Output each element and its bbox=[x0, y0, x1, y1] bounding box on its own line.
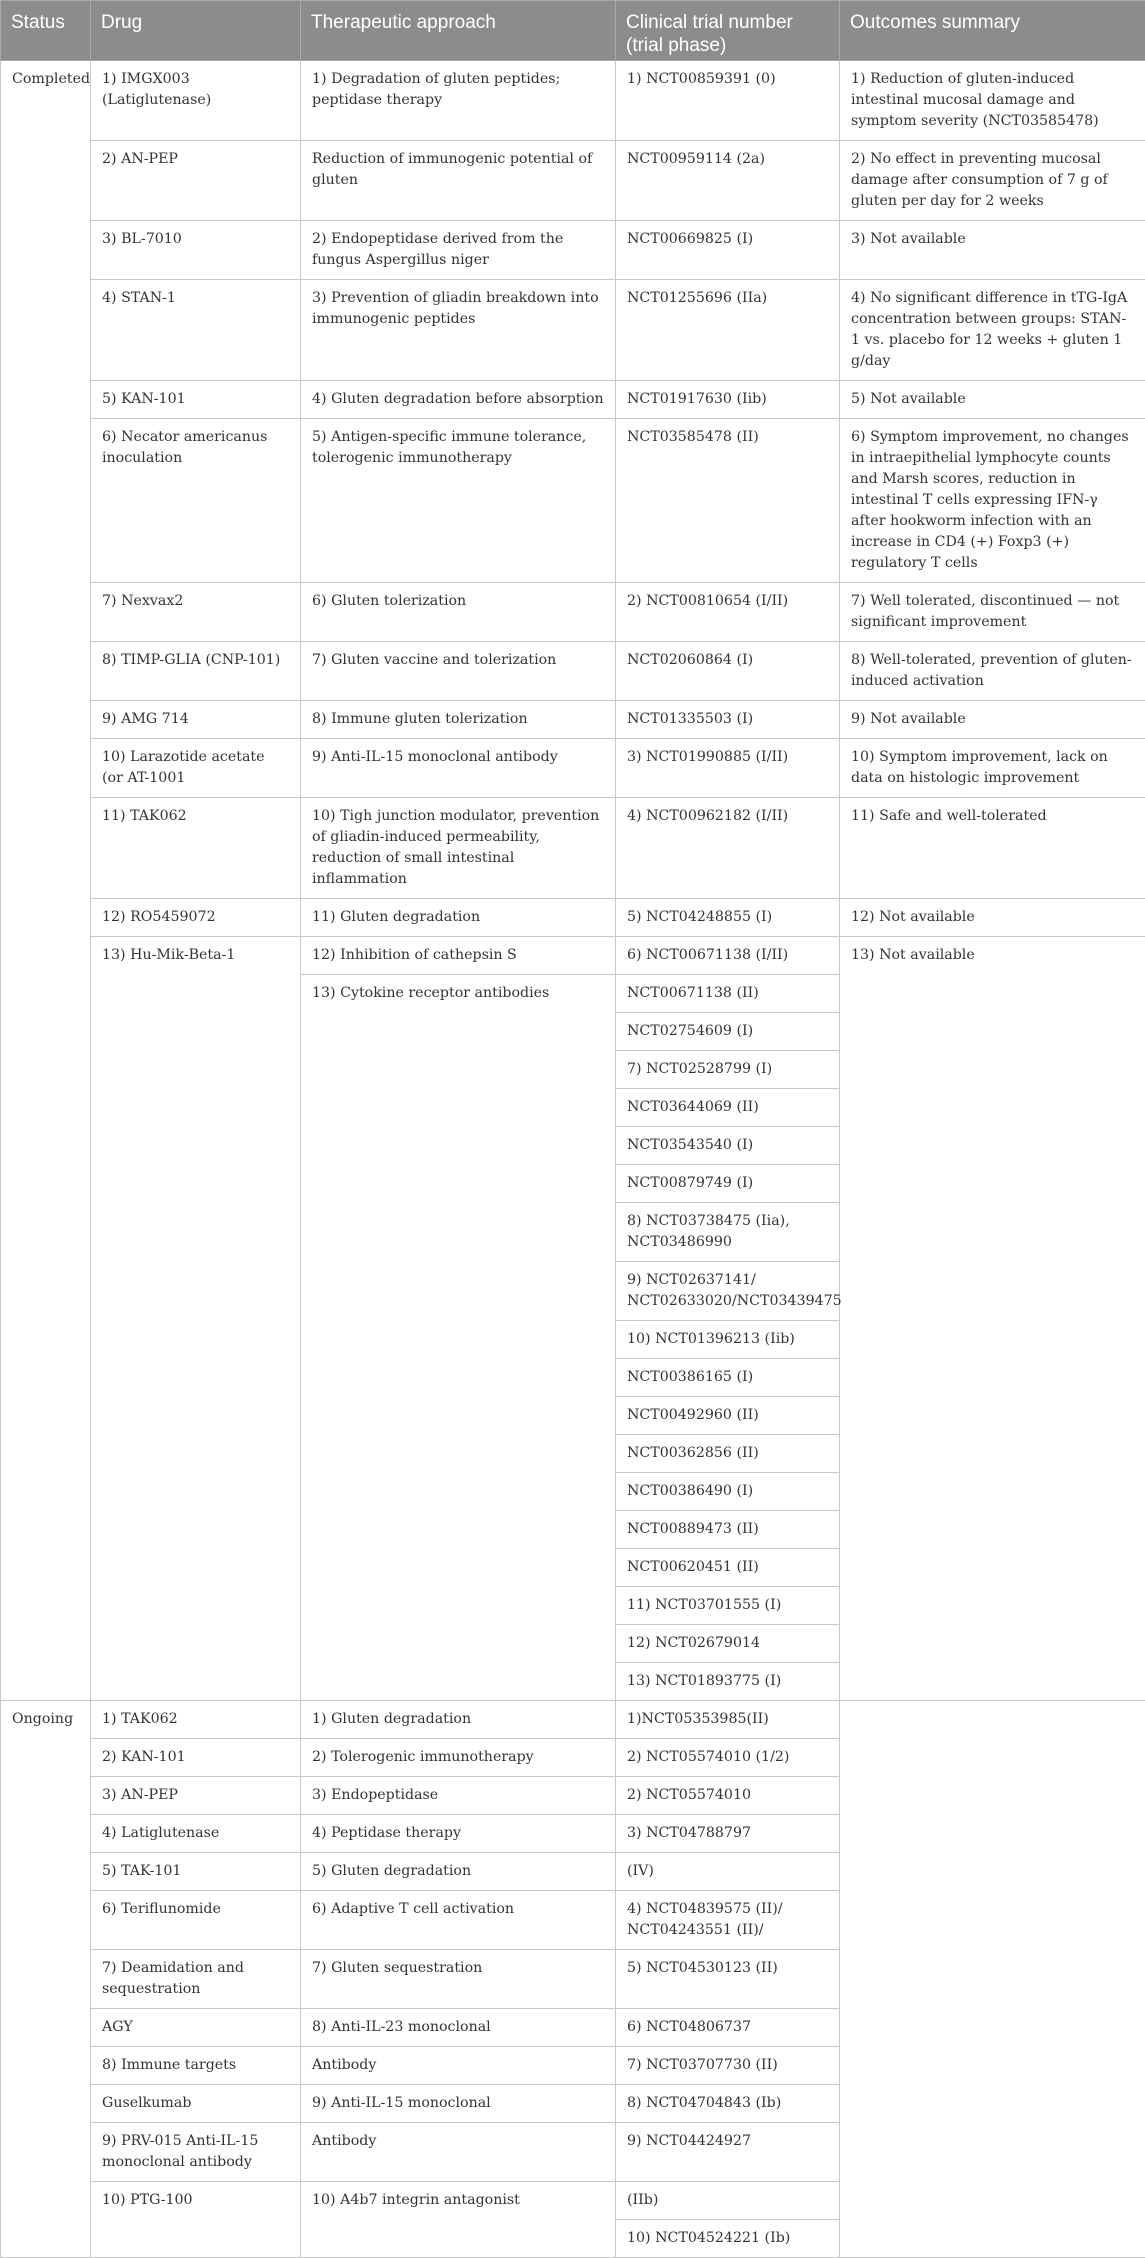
approach-cell: 8) Anti-IL-23 monoclonal bbox=[301, 2009, 616, 2047]
drug-cell: 6) Teriflunomide bbox=[91, 1891, 301, 1950]
trial-cell: NCT01917630 (Iib) bbox=[616, 381, 840, 419]
table-row bbox=[1, 1701, 1145, 1739]
drug-cell: 3) BL-7010 bbox=[91, 221, 301, 280]
approach-cell: 6) Adaptive T cell activation bbox=[301, 1891, 616, 1950]
header-status: Status bbox=[1, 1, 91, 61]
trial-cell: 3) NCT01990885 (I/II) bbox=[616, 739, 840, 798]
trial-cell: NCT01335503 (I) bbox=[616, 701, 840, 739]
approach-cell: 5) Antigen-specific immune tolerance, tolerogenic immunotherapy bbox=[301, 419, 616, 583]
approach-cell: 1) Gluten degradation bbox=[301, 1701, 616, 1739]
approach-cell: 5) Gluten degradation bbox=[301, 1853, 616, 1891]
drug-cell: 9) AMG 714 bbox=[91, 701, 301, 739]
approach-cell: 2) Endopeptidase derived from the fungus Aspergillus niger bbox=[301, 221, 616, 280]
approach-cell: 11) Gluten degradation bbox=[301, 899, 616, 937]
trial-cell: 1)NCT05353985(II) bbox=[616, 1701, 840, 1739]
trial-cell: 8) NCT03738475 (Iia), NCT03486990 bbox=[616, 1203, 840, 1262]
table-row bbox=[1, 221, 1145, 280]
drug-cell: 11) TAK062 bbox=[91, 798, 301, 899]
trial-cell: NCT03543540 (I) bbox=[616, 1127, 840, 1165]
header-approach: Therapeutic approach bbox=[301, 1, 616, 61]
trial-cell: 11) NCT03701555 (I) bbox=[616, 1587, 840, 1625]
trial-cell: 13) NCT01893775 (I) bbox=[616, 1663, 840, 1701]
approach-cell: 12) Inhibition of cathepsin S bbox=[301, 937, 616, 975]
trial-cell: NCT00386490 (I) bbox=[616, 1473, 840, 1511]
trial-cell: 2) NCT05574010 bbox=[616, 1777, 840, 1815]
drug-cell: 6) Necator americanus inoculation bbox=[91, 419, 301, 583]
drug-cell: 1) IMGX003 (Latiglutenase) bbox=[91, 61, 301, 141]
trial-cell: NCT00669825 (I) bbox=[616, 221, 840, 280]
trial-cell: 3) NCT04788797 bbox=[616, 1815, 840, 1853]
trial-cell: 9) NCT04424927 bbox=[616, 2123, 840, 2182]
trial-cell: 2) NCT00810654 (I/II) bbox=[616, 583, 840, 642]
table-row bbox=[1, 937, 1145, 975]
trial-cell: 5) NCT04248855 (I) bbox=[616, 899, 840, 937]
trial-cell: 12) NCT02679014 bbox=[616, 1625, 840, 1663]
drug-cell: 4) Latiglutenase bbox=[91, 1815, 301, 1853]
drug-cell: 12) RO5459072 bbox=[91, 899, 301, 937]
trial-cell: NCT02060864 (I) bbox=[616, 642, 840, 701]
drug-cell: 4) STAN-1 bbox=[91, 280, 301, 381]
approach-cell: 6) Gluten tolerization bbox=[301, 583, 616, 642]
outcome-cell: 7) Well tolerated, discontinued — not significant improvement bbox=[840, 583, 1145, 642]
table-row bbox=[1, 419, 1145, 583]
outcome-cell: 2) No effect in preventing mucosal damage after consumption of 7 g of gluten per day for 2 weeks bbox=[840, 141, 1145, 221]
trial-cell: NCT00889473 (II) bbox=[616, 1511, 840, 1549]
trial-cell: NCT01255696 (IIa) bbox=[616, 280, 840, 381]
approach-cell: 4) Gluten degradation before absorption bbox=[301, 381, 616, 419]
outcome-cell: 1) Reduction of gluten-induced intestinal mucosal damage and symptom severity (NCT03585478) bbox=[840, 61, 1145, 141]
trial-cell: (IIb) bbox=[616, 2182, 840, 2220]
trial-cell: NCT00620451 (II) bbox=[616, 1549, 840, 1587]
trial-cell: 9) NCT02637141/ NCT02633020/NCT03439475 bbox=[616, 1262, 840, 1321]
drug-cell: 8) Immune targets bbox=[91, 2047, 301, 2085]
drug-cell: 5) KAN-101 bbox=[91, 381, 301, 419]
trial-cell: 4) NCT00962182 (I/II) bbox=[616, 798, 840, 899]
approach-cell: 4) Peptidase therapy bbox=[301, 1815, 616, 1853]
trial-cell: 2) NCT05574010 (1/2) bbox=[616, 1739, 840, 1777]
drug-cell: 2) KAN-101 bbox=[91, 1739, 301, 1777]
outcome-cell: 10) Symptom improvement, lack on data on histologic improvement bbox=[840, 739, 1145, 798]
trial-cell: NCT03644069 (II) bbox=[616, 1089, 840, 1127]
approach-cell: 3) Prevention of gliadin breakdown into immunogenic peptides bbox=[301, 280, 616, 381]
trial-cell: 4) NCT04839575 (II)/ NCT04243551 (II)/ bbox=[616, 1891, 840, 1950]
approach-cell: 13) Cytokine receptor antibodies bbox=[301, 975, 616, 1701]
table-row bbox=[1, 739, 1145, 798]
approach-cell: 8) Immune gluten tolerization bbox=[301, 701, 616, 739]
trial-cell: NCT00362856 (II) bbox=[616, 1435, 840, 1473]
approach-cell: 7) Gluten sequestration bbox=[301, 1950, 616, 2009]
trial-cell: 7) NCT03707730 (II) bbox=[616, 2047, 840, 2085]
outcome-cell: 12) Not available bbox=[840, 899, 1145, 937]
trial-cell: 5) NCT04530123 (II) bbox=[616, 1950, 840, 2009]
trial-cell: NCT00959114 (2a) bbox=[616, 141, 840, 221]
approach-cell: 10) A4b7 integrin antagonist bbox=[301, 2182, 616, 2258]
approach-cell: Antibody bbox=[301, 2047, 616, 2085]
drug-cell: 5) TAK-101 bbox=[91, 1853, 301, 1891]
outcome-cell bbox=[840, 1701, 1145, 2258]
outcome-cell: 6) Symptom improvement, no changes in intraepithelial lymphocyte counts and Marsh scores, reduction in intestinal T cells expressing IFN-γ after hookworm infection with an increase in CD4 (+) Foxp3 (+) regulatory T cells bbox=[840, 419, 1145, 583]
table-row bbox=[1, 583, 1145, 642]
header-row bbox=[1, 1, 1145, 61]
header-trial: Clinical trial number (trial phase) bbox=[616, 1, 840, 61]
trial-cell: NCT00671138 (II) bbox=[616, 975, 840, 1013]
drug-cell: 1) TAK062 bbox=[91, 1701, 301, 1739]
trial-cell: 6) NCT04806737 bbox=[616, 2009, 840, 2047]
approach-cell: Reduction of immunogenic potential of gluten bbox=[301, 141, 616, 221]
outcome-cell: 13) Not available bbox=[840, 937, 1145, 1701]
approach-cell: 1) Degradation of gluten peptides; peptidase therapy bbox=[301, 61, 616, 141]
approach-cell: 2) Tolerogenic immunotherapy bbox=[301, 1739, 616, 1777]
outcome-cell: 4) No significant difference in tTG-IgA concentration between groups: STAN-1 vs. placebo for 12 weeks + gluten 1 g/day bbox=[840, 280, 1145, 381]
drug-cell: 3) AN-PEP bbox=[91, 1777, 301, 1815]
approach-cell: Antibody bbox=[301, 2123, 616, 2182]
trial-cell: NCT00492960 (II) bbox=[616, 1397, 840, 1435]
outcome-cell: 8) Well-tolerated, prevention of gluten-induced activation bbox=[840, 642, 1145, 701]
outcome-cell: 9) Not available bbox=[840, 701, 1145, 739]
table-row bbox=[1, 642, 1145, 701]
drug-cell: AGY bbox=[91, 2009, 301, 2047]
table-row bbox=[1, 899, 1145, 937]
trial-cell: 10) NCT01396213 (Iib) bbox=[616, 1321, 840, 1359]
approach-cell: 10) Tigh junction modulator, prevention of gliadin-induced permeability, reduction of small intestinal inflammation bbox=[301, 798, 616, 899]
approach-cell: 7) Gluten vaccine and tolerization bbox=[301, 642, 616, 701]
table-row bbox=[1, 280, 1145, 381]
table-row bbox=[1, 381, 1145, 419]
drug-cell: 10) PTG-100 bbox=[91, 2182, 301, 2258]
trial-cell: NCT03585478 (II) bbox=[616, 419, 840, 583]
drug-cell: 10) Larazotide acetate (or AT-1001 bbox=[91, 739, 301, 798]
drug-cell: 2) AN-PEP bbox=[91, 141, 301, 221]
outcome-cell: 11) Safe and well-tolerated bbox=[840, 798, 1145, 899]
trial-cell: NCT00386165 (I) bbox=[616, 1359, 840, 1397]
drug-cell: 7) Deamidation and sequestration bbox=[91, 1950, 301, 2009]
trial-cell: 6) NCT00671138 (I/II) bbox=[616, 937, 840, 975]
approach-cell: 3) Endopeptidase bbox=[301, 1777, 616, 1815]
table-row bbox=[1, 798, 1145, 899]
approach-cell: 9) Anti-IL-15 monoclonal antibody bbox=[301, 739, 616, 798]
drug-cell: 9) PRV-015 Anti-IL-15 monoclonal antibody bbox=[91, 2123, 301, 2182]
trial-cell: 10) NCT04524221 (Ib) bbox=[616, 2220, 840, 2258]
status-completed: Completed bbox=[1, 61, 91, 1701]
table-row bbox=[1, 61, 1145, 141]
approach-cell: 9) Anti-IL-15 monoclonal bbox=[301, 2085, 616, 2123]
table-row bbox=[1, 701, 1145, 739]
header-outcomes: Outcomes summary bbox=[840, 1, 1145, 61]
outcome-cell: 3) Not available bbox=[840, 221, 1145, 280]
drug-cell: 8) TIMP-GLIA (CNP-101) bbox=[91, 642, 301, 701]
trial-cell: NCT02754609 (I) bbox=[616, 1013, 840, 1051]
trial-cell: (IV) bbox=[616, 1853, 840, 1891]
table-row bbox=[1, 141, 1145, 221]
header-drug: Drug bbox=[91, 1, 301, 61]
drug-cell: 13) Hu-Mik-Beta-1 bbox=[91, 937, 301, 1701]
trial-cell: 8) NCT04704843 (Ib) bbox=[616, 2085, 840, 2123]
drug-cell: 7) Nexvax2 bbox=[91, 583, 301, 642]
trial-cell: 7) NCT02528799 (I) bbox=[616, 1051, 840, 1089]
trial-cell: NCT00879749 (I) bbox=[616, 1165, 840, 1203]
outcome-cell: 5) Not available bbox=[840, 381, 1145, 419]
status-ongoing: Ongoing bbox=[1, 1701, 91, 2258]
drug-cell: Guselkumab bbox=[91, 2085, 301, 2123]
trial-cell: 1) NCT00859391 (0) bbox=[616, 61, 840, 141]
